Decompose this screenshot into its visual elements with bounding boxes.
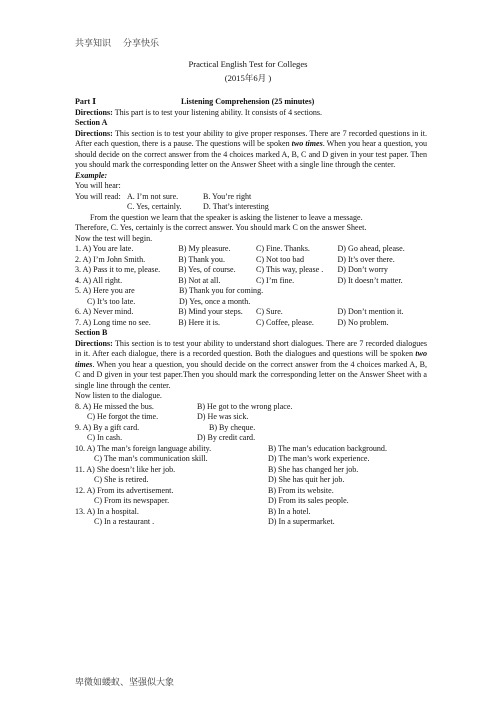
part-directions: Directions: This part is to test your listening ability. It consists of 4 sections. [75,107,323,117]
question-row: 3. A) Pass it to me, please. B) Yes, of course. C) This way, please . D) Don’t worry [75,265,388,274]
example-label: Example: [75,170,108,180]
section-b-directions: Directions: This section is to test your ability to understand short dialogues. There are 7 recorded dialogues in it. After each dialogue, there is a recorded question. Both the dialogues and questions will be spoken two times. When you hear a question, you should decide on the correct answer from the 4 choices marked A, B, C and D given in your test paper.Then you should mark the corresponding letter on the Answer Sheet with a single line through the center. [75,338,427,390]
question-row: 7. A) Long time no see. B) Here it is. C) Coffee, please. D) No problem. [75,317,389,327]
part-label: Part Ⅰ [75,97,96,106]
question-row: 5. A) Here you are B) Thank you for coming. [75,286,264,295]
question-row: 12. A) From its advertisement. B) From its website. [75,485,334,495]
question-row: C) The man’s communication skill. D) The man’s work experience. [94,454,370,463]
question-row: 13. A) In a hospital. B) In a hotel. [75,506,311,516]
question-row: 10. A) The man’s foreign language ability. B) The man’s education background. [75,443,387,453]
paper-title: Practical English Test for Colleges [188,59,308,69]
example-options-row-2: C. Yes, certainly. D. That’s interesting [127,202,269,211]
question-row: 4. A) All right. B) Not at all. C) I’m fine. D) It doesn’t matter. [75,275,403,285]
question-row: 1. A) You are late. B) My pleasure. C) Fine. Thanks. D) Go ahead, please. [75,244,405,253]
test-begin: Now the test will begin. [75,233,153,243]
section-b-title: Section B [75,328,108,337]
question-row: 8. A) He missed the bus. B) He got to the wrong place. [75,401,293,411]
question-row: 6. A) Never mind. B) Mind your steps. C) Sure. D) Don’t mention it. [75,307,404,316]
example-explanation-1: From the question we learn that the speaker is asking the listener to leave a message. [90,212,363,222]
example-options-row-1: You will read: A. I’m not sure. B. You’re right [75,191,252,201]
part-title: Listening Comprehension (25 minutes) [181,97,315,106]
page-footer: 卑微如蝼蚁、坚强似大象 [75,678,175,688]
question-row: C) It’s too late. D) Yes, once a month. [87,296,251,306]
question-row: 11. A) She doesn’t like her job. B) She has changed her job. [75,464,359,474]
question-row: C) From its newspaper. D) From its sales people. [94,496,349,505]
question-row: 2. A) I’m John Smith. B) Thank you. C) Not too bad D) It’s over there. [75,254,395,264]
document-body [75,97,427,528]
listen-instruction: Now listen to the dialogue. [75,391,162,400]
header-left-text: 共享知识 [75,39,112,49]
part-heading [75,97,427,108]
header-right-text: 分享快乐 [123,39,160,49]
question-row: C) She is retired. D) She has quit her job. [94,475,345,484]
question-row: C) In a restaurant . D) In a supermarket. [94,517,335,526]
section-a-title: Section A [75,118,108,127]
page-header [75,36,159,49]
section-a-directions: Directions: This section is to test your ability to give proper responses. There are 7 recorded questions in it. After each question, there is a pause. The questions will be spoken two times. When you hear a question, you should decide on the correct answer from the 4 choices marked A, B, C and D given in your test paper. Then you should mark the corresponding letter on the Answer Sheet with a single line through the center. [75,128,427,169]
example-explanation-2: Therefore, C. Yes, certainly is the correct answer. You should mark C on the answer Sheet. [75,223,367,232]
paper-date: (2015年6月 ) [224,73,272,83]
question-row: 9. A) By a gift card. B) By cheque. [75,422,256,432]
question-row: C) In cash. D) By credit card. [87,433,256,442]
you-will-hear: You will hear: [75,181,121,190]
question-row: C) He forgot the time. D) He was sick. [87,412,249,421]
